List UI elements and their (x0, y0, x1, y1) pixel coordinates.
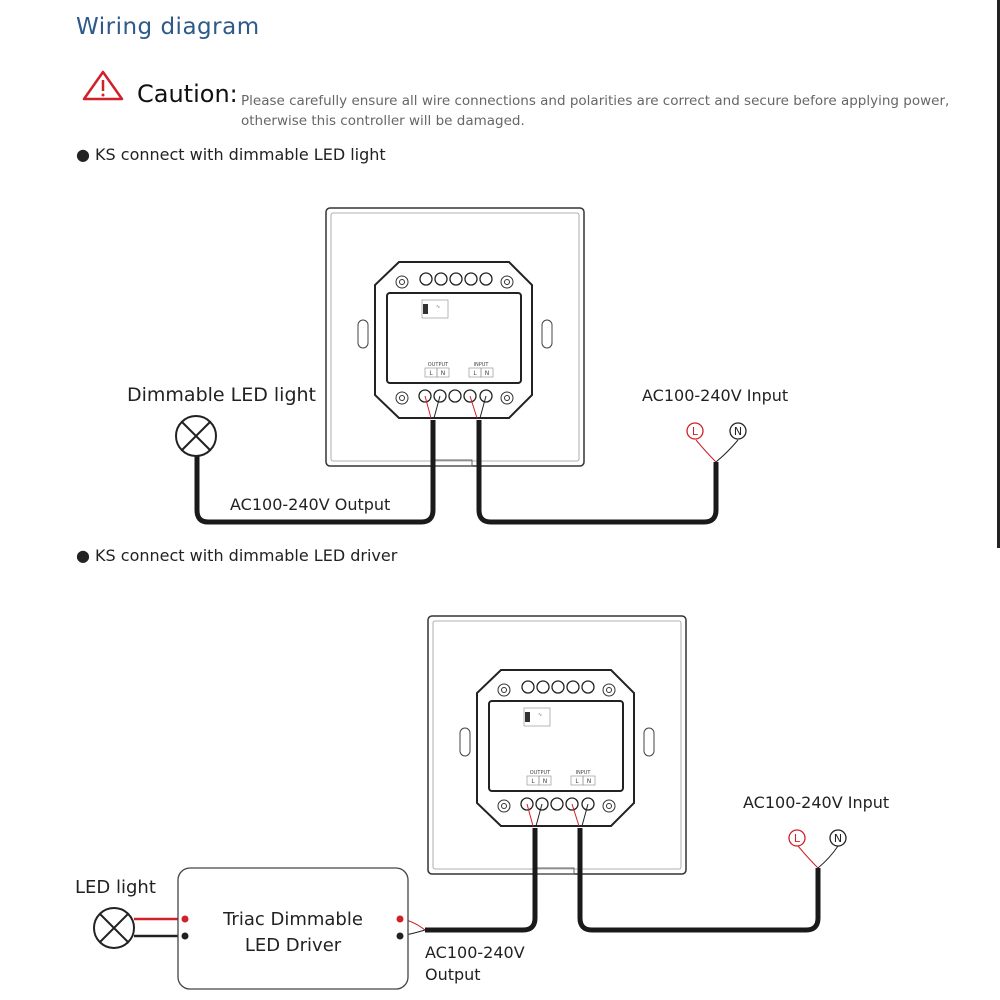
input-label-2: AC100-240V Input (743, 793, 890, 812)
input-label-1: AC100-240V Input (642, 386, 789, 405)
svg-text:N: N (833, 832, 843, 845)
driver-label-line-1: Triac Dimmable (223, 909, 363, 930)
live-terminal-1 (687, 423, 703, 439)
output-label-1: AC100-240V Output (230, 495, 391, 514)
controller-input-n: N (586, 778, 592, 785)
controller-input-n: N (484, 370, 490, 377)
controller-output-n: N (440, 370, 446, 377)
svg-text:L: L (691, 425, 699, 438)
page-title: Wiring diagram (76, 14, 260, 40)
controller-output-label: OUTPUT (529, 770, 551, 776)
lamp-icon (176, 416, 216, 456)
neutral-terminal-2 (830, 830, 846, 846)
caution-label: Caution: (137, 80, 238, 108)
lamp-label-1: Dimmable LED light (127, 384, 317, 406)
controller-input-label: INPUT (575, 770, 591, 776)
controller-input-label: INPUT (473, 362, 489, 368)
controller-input-l: L (473, 370, 477, 377)
section-heading-1: ● KS connect with dimmable LED light (76, 145, 386, 164)
output-label-2 (425, 942, 525, 986)
caution-line-1: Please carefully ensure all wire connections and polarities are correct and secure before applying power, (241, 93, 950, 109)
lamp-label-2: LED light (75, 877, 156, 898)
controller-input-l: L (575, 778, 579, 785)
neutral-terminal-1 (730, 423, 746, 439)
controller-output-n: N (542, 778, 548, 785)
lamp-icon (94, 908, 134, 948)
controller-1 (326, 208, 584, 466)
driver-label (178, 907, 408, 959)
svg-text:L: L (793, 832, 801, 845)
live-terminal-2 (789, 830, 805, 846)
controller-2 (428, 616, 686, 874)
output-label-2-line-1: AC100-240V (425, 943, 525, 962)
section-heading-2: ● KS connect with dimmable LED driver (76, 546, 398, 565)
driver-label-line-2: LED Driver (244, 935, 342, 956)
caution-line-2: otherwise this controller will be damaged. (241, 113, 525, 129)
controller-output-l: L (429, 370, 433, 377)
controller-output-l: L (531, 778, 535, 785)
controller-output-label: OUTPUT (427, 362, 449, 368)
warning-triangle-icon (84, 72, 122, 99)
output-label-2-line-2: Output (425, 965, 481, 984)
svg-text:N: N (733, 425, 743, 438)
